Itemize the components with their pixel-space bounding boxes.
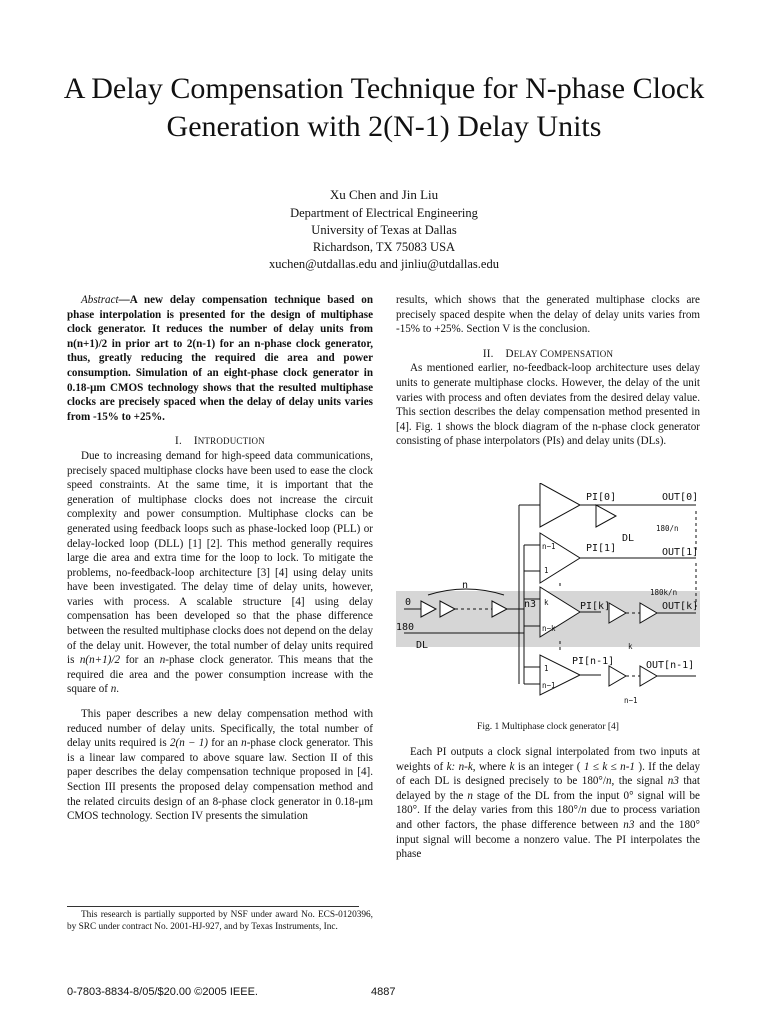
title-line-1: A Delay Compensation Technique for N-phase Clock	[63, 72, 705, 105]
left-column	[67, 293, 373, 824]
label-n: n	[462, 580, 469, 591]
label-dl-left: DL	[416, 640, 429, 651]
abstract-label: Abstract	[81, 294, 119, 306]
intro-paragraph-1: Due to increasing demand for high-speed data communications, precisely spaced multiphase clocks have been used to ease the clock speed constraints. At the same time, it is important that the generation of multiphase clocks does not increase the circuit complexity and power consumption. Multiphase clocks can be generated using feedback loops such as phase-locked loop (PLL) or delay-locked loop (DLL) [1] [2]. This method generally requires large die area and extra time for the loop to lock. To mitigate the problems, no-feedback-loop architecture [3] [4] using delay units have been investigated. The delay time of delay units, however, varies with process. A scalable structure [4] using delay compensation has been developed so that the phase difference between the resulted multiphase clocks does not depend on the delay of the delay unit. However, the total number of delay units required is n(n+1)/2 for an n-phase clock generator. This means that the required die area and the power consumption increase with the square of n.	[67, 449, 373, 696]
weight-pin1-a: 1	[544, 664, 549, 673]
label-180-over-n: 180/n	[656, 524, 679, 533]
label-input-0: 0	[405, 597, 412, 608]
delay-comp-paragraph-1: As mentioned earlier, no-feedback-loop architecture uses delay units to generate multiphase clocks. However, the delay of the unit varies with process and often deviates from the desired delay value. This section describes the delay compensation method presented in [4]. Fig. 1 shows the block diagram of the n-phase clock generator consisting of phase interpolators (PIs) and delay units (DLs).	[396, 362, 700, 448]
abstract	[67, 293, 373, 424]
pi0-triangle	[540, 483, 580, 527]
results-paragraph: results, which shows that the generated multiphase clocks are precisely spaced despite when the delay of delay units varies from -15% to +25%. Section V is the conclusion.	[396, 294, 700, 336]
title-line-2: Generation with 2(N-1) Delay Units	[166, 110, 602, 143]
right-column-bottom	[396, 745, 700, 862]
label-pik: PI[k]	[580, 601, 611, 612]
label-input-180: 180	[396, 622, 415, 633]
copyright-line: 0-7803-8834-8/05/$20.00 ©2005 IEEE.	[67, 986, 258, 998]
weight-pik-b: n−k	[542, 624, 556, 633]
label-pin1: PI[n-1]	[572, 656, 615, 667]
footnote-text: This research is partially supported by NSF under award No. ECS-0120396, by SRC under contract No. 2001-HJ-927, and by Texas Instruments, Inc.	[67, 910, 373, 932]
footnote	[67, 910, 373, 933]
footnote-rule	[67, 906, 359, 907]
label-k-under: k	[628, 642, 633, 651]
label-out1: OUT[1]	[662, 547, 699, 558]
abstract-text: —A new delay compensation technique based on phase interpolation is presented for the design of multiphase clock generator. It reduces the number of delay units from n(n+1)/2 in prior art to 2(n-1) for an n-phase clock generator, thus, greatly reducing the required die area and power consumption. Simulation of an eight-phase clock generator in 0.18-μm CMOS technology shows that the resulted multiphase clocks are precisely spaced when the delay of delay units varies from -15% to +25%.	[67, 294, 373, 423]
weight-pi1-b: 1	[544, 566, 549, 575]
inequality: 1 ≤ k ≤ n-1	[583, 760, 635, 773]
figure-caption: Fig. 1 Multiphase clock generator [4]	[477, 722, 619, 732]
label-outn1: OUT[n-1]	[646, 660, 695, 671]
label-n3: n3	[524, 599, 537, 610]
author-names: Xu Chen and Jin Liu	[329, 187, 439, 202]
figure-1-block-diagram	[396, 483, 700, 713]
section-heading-introduction: I. INTRODUCTION	[175, 435, 265, 448]
label-outk: OUT[k]	[662, 601, 699, 612]
author-block	[0, 186, 768, 273]
equation-2-n-minus-1: 2(n − 1)	[169, 737, 208, 750]
affiliation-univ: University of Texas at Dallas	[311, 223, 457, 237]
weight-pi1-a: n−1	[542, 542, 556, 551]
section-heading-delay-compensation: II. DELAY COMPENSATION	[482, 347, 614, 360]
label-pi1: PI[1]	[586, 543, 617, 554]
right-column-top	[396, 293, 700, 449]
label-dl-top: DL	[622, 533, 635, 544]
page-number: 4887	[371, 986, 396, 998]
weight-pik-a: k	[544, 598, 549, 607]
label-n-1-under: n−1	[624, 696, 638, 705]
intro-paragraph-2: This paper describes a new delay compensation method with reduced number of delay units. Specifically, the total number of delay units required is 2(n − 1) for an n-phase clock generator. This is a linear law compared to above square law. Section II of this paper describes the delay compensation technique proposed in [4]. Section III presents the proposed delay compensation method and the related circuits design of an 8-phase clock generator in 0.18-μm CMOS technology. Section IV presents the simulation	[67, 708, 373, 823]
affiliation-email: xuchen@utdallas.edu and jinliu@utdallas.edu	[269, 257, 499, 271]
weight-pin1-b: n−1	[542, 681, 556, 690]
label-out0: OUT[0]	[662, 492, 699, 503]
label-180k-over-n: 180k/n	[650, 588, 678, 597]
pi1-triangle	[540, 533, 580, 583]
delay-unit-top	[596, 505, 616, 527]
paper-title	[30, 70, 738, 146]
pin1-delay-1	[609, 666, 626, 686]
delay-comp-paragraph-2: Each PI outputs a clock signal interpolated from two inputs at weights of k: n-k, where k is an integer ( 1 ≤ k ≤ n-1 ). If the delay of each DL is designed precisely to be 180°/n, the signal n3 that delayed by the n stage of the DL from the input 0° signal will be 180°. If the delay varies from this 180°/n due to process variation and other factors, the phase difference between n3 and the 180° input signal will become a nonzero value. The PI interpolates the phase	[396, 746, 701, 861]
affiliation-dept: Department of Electrical Engineering	[290, 206, 478, 220]
label-pi0: PI[0]	[586, 492, 617, 503]
equation-n-n-plus-1: n(n+1)/2	[79, 654, 120, 667]
affiliation-city: Richardson, TX 75083 USA	[312, 240, 456, 254]
